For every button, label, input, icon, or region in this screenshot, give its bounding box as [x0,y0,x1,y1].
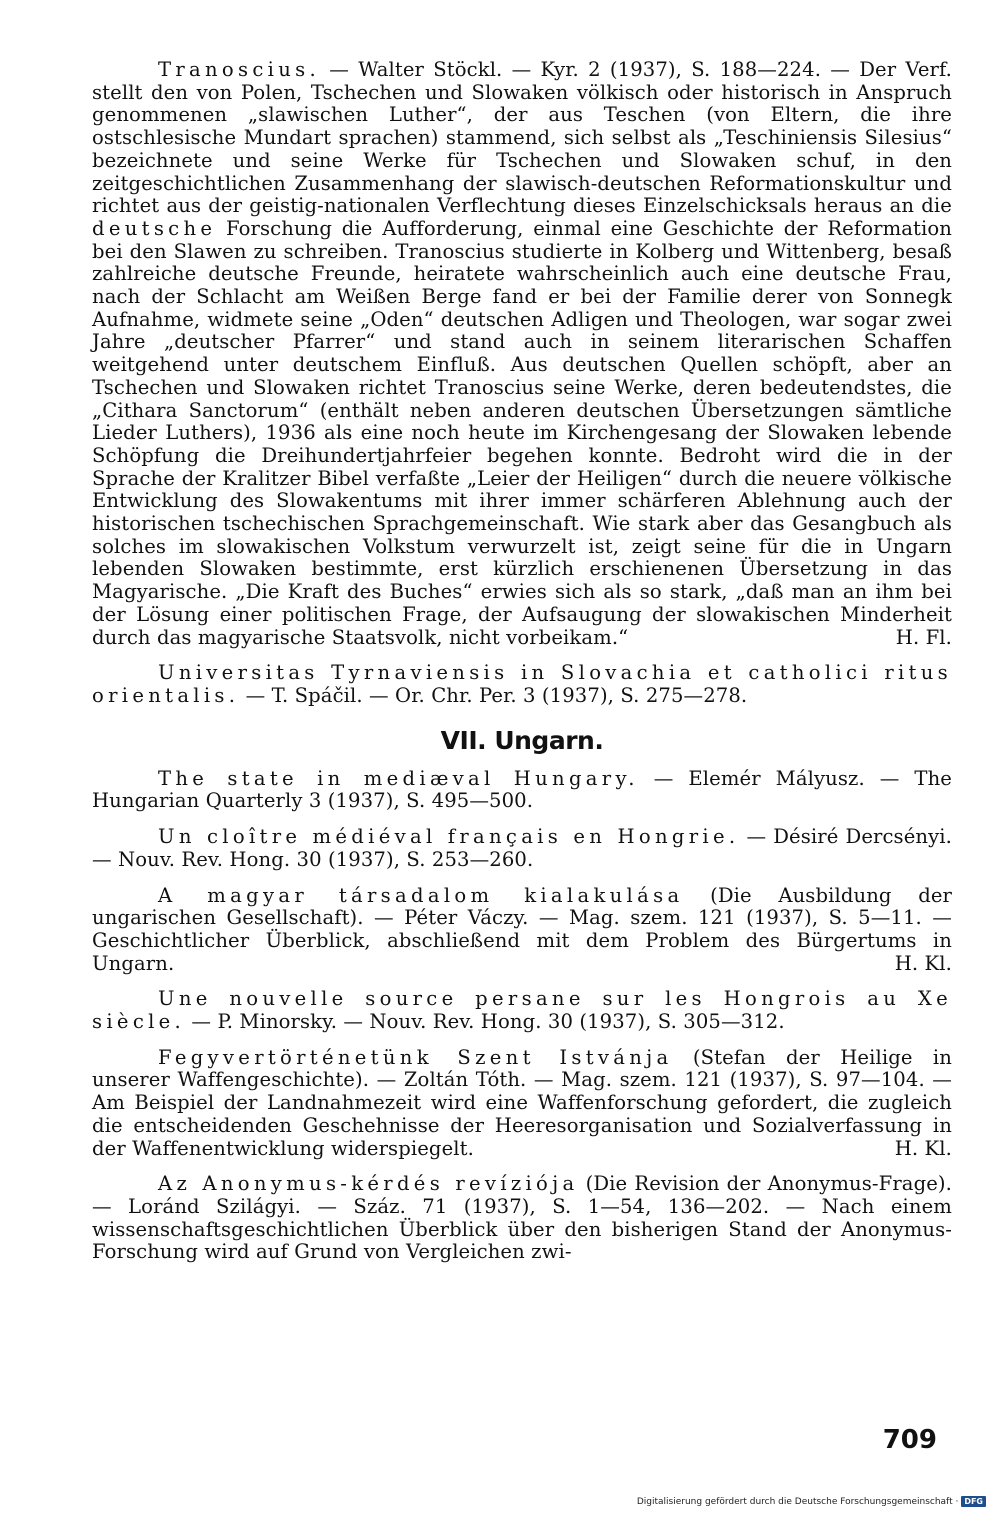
entry-body: (Die Revision der Anonymus-Frage). — Loránd Szilágyi. — Száz. 71 (1937), S. 1—54, 136—202. — Nach einem wissenschaftsgeschichtlichen Überblick über den bisherigen Stand der Anonymus-Forschung wird auf Grund von Vergleichen zwi- [92,1172,952,1264]
bibliography-entry-fegyvertortenet [92,1047,952,1161]
dfg-logo-icon: DFG [961,1496,986,1507]
entry-body-continued: Forschung die Aufforderung, einmal eine Geschichte der Reformation bei den Slawen zu schreiben. Tranoscius studierte in Kolberg und Wittenberg, besaß zahlreiche deutsche Freunde, heiratete wahrscheinlich auch eine deutsche Frau, nach der Schlacht am Weißen Berge fand er bei der Familie derer von Sonnegk Aufnahme, widmete seine „Oden“ deutschen Adligen und Theologen, war sogar zwei Jahre „deutscher Pfarrer“ und stand auch in seinem literarischen Schaffen weitgehend unter deutschem Einfluß. Aus deutschen Quellen schöpft, aber an Tschechen und Slowaken richtet Tranoscius seine Werke, deren bedeutendstes, die „Cithara Sanctorum“ (enthält neben anderen deutschen Übersetzungen sämtliche Lieder Luthers), 1936 als eine noch heute im Kirchengesang der Slowaken lebende Schöpfung die Dreihundertjahrfeier begehen konnte. Bedroht wird die in der Sprache der Kralitzer Bibel verfaßte „Leier der Heiligen“ durch die neuere völkische Entwicklung des Slowakentums mit ihrer immer schärferen Ablehnung auch der historischen tschechischen Sprachgemeinschaft. Wie stark aber das Gesangbuch als solches im slowakischen Volkstum verwurzelt ist, zeigt seine für die in Ungarn lebenden Slowaken bestimmte, erst kürzlich erschienenen Übersetzung in das Magyarische. „Die Kraft des Buches“ erwies sich als so stark, „daß man an ihm bei der Lösung einer politischen Frage, der Aufsaugung der slowakischen Minderheit durch das magyarische Staatsvolk, nicht vorbeikam.“ [92,216,952,649]
bibliography-entry-tyrnaviensis [92,662,952,707]
entry-body: (Stefan der Heilige in unserer Waffengeschichte). — Zoltán Tóth. — Mag. szem. 121 (1937), S. 97—104. — Am Beispiel der Landnahmezeit wird eine Waffenforschung gefordert, die zugleich die entscheidenden Geschehnisse der Heeresorganisation und Sozialverfassung in der Waffenentwicklung widerspiegelt. [92,1045,952,1160]
entry-body: — T. Spáčil. — Or. Chr. Per. 3 (1937), S. 275—278. [239,683,748,707]
bibliography-entry-state-hungary [92,768,952,813]
bibliography-entry-source-persane [92,988,952,1033]
entry-body: — Elemér Mályusz. — The Hungarian Quarterly 3 (1937), S. 495—500. [92,766,952,813]
bibliography-entry-tranoscius [92,59,952,649]
entry-title: Une nouvelle source persane sur les Hongrois au Xe siècle. [92,987,952,1034]
entry-body: — P. Minorsky. — Nouv. Rev. Hong. 30 (1937), S. 305—312. [185,1010,785,1034]
entry-title: Universitas Tyrnaviensis in Slovachia et catholici ritus orientalis. [92,661,952,707]
entry-title: Tranoscius. [158,58,321,81]
entry-title: Fegyvertörténetünk Szent Istvánja [158,1045,673,1069]
entry-signature: H. Fl. [895,625,952,649]
page-content [92,59,952,1277]
entry-title: A magyar társadalom kialakulása [158,883,684,907]
entry-body: (Die Ausbildung der ungarischen Gesellschaft). — Péter Váczy. — Mag. szem. 121 (1937), S. 5—11. — Geschichtlicher Überblick, abschließend mit dem Problem des Bürgertums in Ungarn. [92,883,952,975]
page-number: 709 [882,1425,937,1455]
footer-text: Digitalisierung gefördert durch die Deutsche Forschungsgemeinschaft · [636,1496,959,1507]
entry-body: — Walter Stöckl. — Kyr. 2 (1937), S. 188—224. — Der Verf. stellt den von Polen, Tschechen und Slowaken völkisch oder historisch in Anspruch genommenen „slawischen Luther“, der aus Teschen (von Eltern, die ihre ostschlesische Mundart sprachen) stammend, sich selbst als „Teschiniensis Silesius“ bezeichnete und seine Werke für Tschechen und Slowaken schuf, in den zeitgeschichtlichen Zusammenhang der slawisch-deutschen Reformationskultur und richtet aus der geistig-nationalen Verflechtung dieses Einzelschicksals heraus an die [92,58,952,218]
section-heading: VII. Ungarn. [440,725,604,755]
bibliography-entry-cloitre [92,826,952,871]
entry-signature: H. Kl. [894,951,952,975]
entry-body: — Désiré Dercsényi. — Nouv. Rev. Hong. 30 (1937), S. 253—260. [92,825,952,871]
entry-signature: H. Kl. [894,1136,952,1160]
bibliography-entry-anonymus [92,1173,952,1264]
bibliography-entry-tarsadalom [92,885,952,976]
entry-title: Az Anonymus-kérdés revíziója [158,1172,579,1196]
digitization-footer [637,1496,986,1507]
entry-emphasis: deutsche [92,216,217,240]
entry-title: The state in mediæval Hungary. [158,766,639,790]
entry-title: Un cloître médiéval français en Hongrie. [158,825,740,849]
